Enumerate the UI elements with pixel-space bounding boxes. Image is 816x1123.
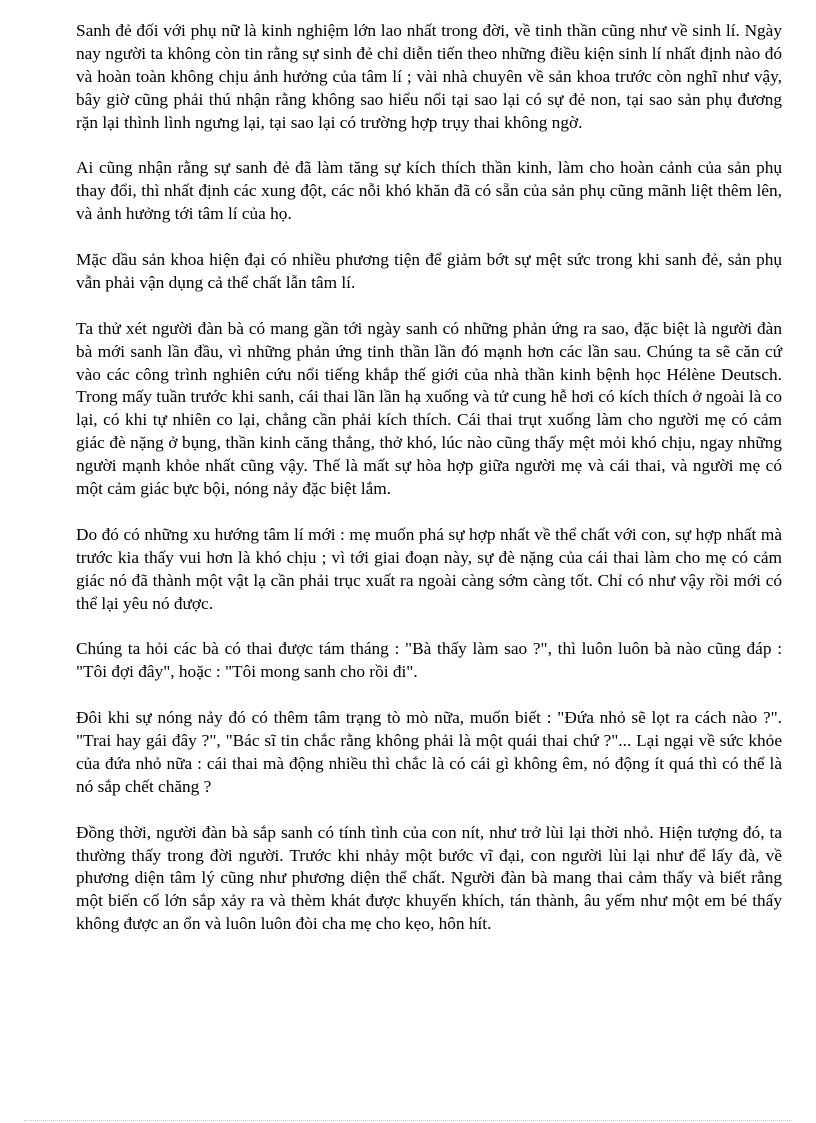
paragraph-3: Mặc dầu sản khoa hiện đại có nhiều phương tiện để giảm bớt sự mệt sức trong khi sanh đẻ, sản phụ vẫn phải vận dụng cả thể chất lẫn tâm lí. [76, 250, 782, 292]
paragraph-8: Đồng thời, người đàn bà sắp sanh có tính tình của con nít, như trở lùi lại thời nhỏ. Hiện tượng đó, ta thường thấy trong đời người. Trước khi nhảy một bước vĩ đại, con người lùi lại như để lấy đà, về phương diện tâm lý cũng như phương diện thể chất. Người đàn bà mang thai cảm thấy và biết rằng một biến cố lớn sắp xảy ra và thèm khát được khuyến khích, tán thành, âu yếm như một em bé thấy không được an ổn và luôn luôn đòi cha mẹ cho kẹo, hôn hít. [76, 822, 782, 934]
paragraph-1: Sanh đẻ đối với phụ nữ là kinh nghiệm lớn lao nhất trong đời, về tinh thần cũng như về sinh lí. Ngày nay người ta không còn tin rằng sự sinh đẻ chỉ diễn tiến theo những điều kiện sinh lí nhất định nào đó và hoàn toàn không chịu ảnh hưởng của tâm lí ; vài nhà chuyên về sản khoa trước còn nghĩ như vậy, bây giờ cũng phải thú nhận rằng không sao hiểu nổi tại sao lại có sự đẻ non, tại sao sản phụ đương rặn lại thình lình ngưng lại, tại sao lại có trường hợp trụy thai không ngờ. [76, 21, 782, 132]
paragraph-2: Ai cũng nhận rằng sự sanh đẻ đã làm tăng sự kích thích thần kinh, làm cho hoàn cảnh của sản phụ thay đổi, thì nhất định các xung đột, các nỗi khó khăn đã có sẵn của sản phụ cũng mãnh liệt thêm lên, và ảnh hưởng tới tâm lí của họ. [76, 158, 782, 224]
paragraph-4: Ta thử xét người đàn bà có mang gần tới ngày sanh có những phản ứng ra sao, đặc biệt là người đàn bà mới sanh lần đầu, vì những phản ứng tinh thần lần đó mạnh hơn các lần sau. Chúng ta sẽ căn cứ vào các công trình nghiên cứu nổi tiếng khắp thế giới của nhà thần kinh bệnh học Hélène Deutsch. Trong mấy tuần trước khi sanh, cái thai lần lần hạ xuống và tử cung hễ hơi có kích thích ở ngoài là co lại, có khi tự nhiên co lại, chẳng cần phải kích thích. Cái thai trụt xuống làm cho người mẹ có cảm giác đè nặng ở bụng, thần kinh căng thẳng, thở khó, lúc nào cũng thấy mệt mỏi khó chịu, ngay những người mạnh khỏe nhất cũng vậy. Thế là mất sự hòa hợp giữa người mẹ và cái thai, và người mẹ có một cảm giác bực bội, nóng nảy đặc biệt lắm. [76, 318, 782, 499]
paragraph-7: Đôi khi sự nóng nảy đó có thêm tâm trạng tò mò nữa, muốn biết : "Đứa nhỏ sẽ lọt ra cách nào ?". "Trai hay gái đây ?", "Bác sĩ tin chắc rằng không phải là một quái thai chứ ?"... Lại ngại về sức khỏe của đứa nhỏ nữa : cái thai mà động nhiều thì chắc là có cái gì không êm, nó động ít quá thì có thể là nó sắp chết chăng ? [76, 708, 782, 796]
paragraph-5: Do đó có những xu hướng tâm lí mới : mẹ muốn phá sự hợp nhất về thể chất với con, sự hợp nhất mà trước kia thấy vui hơn là khó chịu ; vì tới giai đoạn này, sự đè nặng của cái thai làm cho mẹ có cảm giác nó đã thành một vật lạ cần phải trục xuất ra ngoài càng sớm càng tốt. Chỉ có như vậy rồi mới có thể lại yêu nó được. [76, 524, 782, 613]
page-bottom-divider [24, 1120, 792, 1121]
paragraph-6: Chúng ta hỏi các bà có thai được tám tháng : "Bà thấy làm sao ?", thì luôn luôn bà nào cũng đáp : "Tôi đợi đây", hoặc : "Tôi mong sanh cho rồi đi". [76, 639, 782, 682]
